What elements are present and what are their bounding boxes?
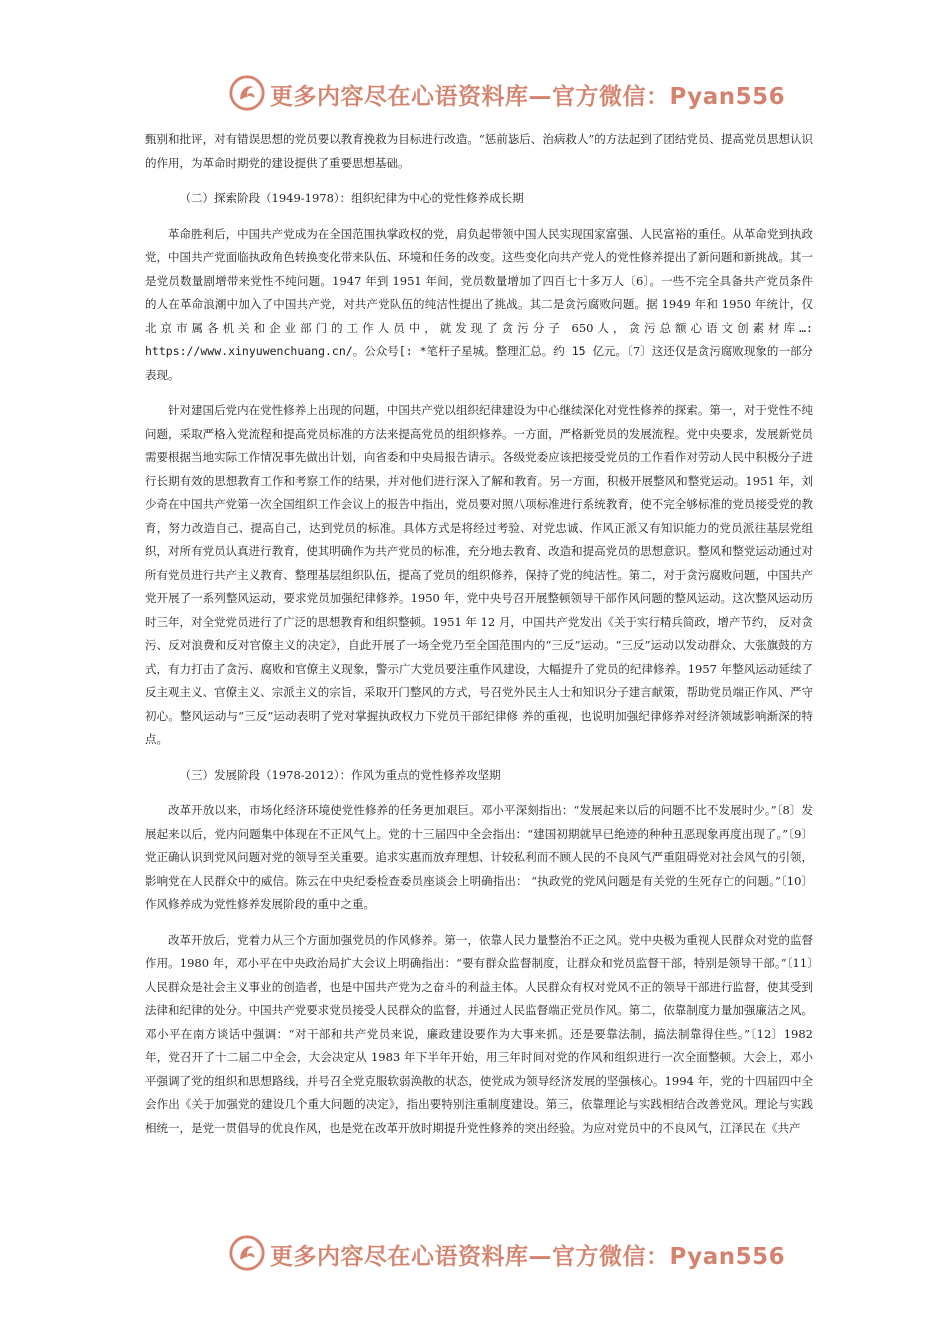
paragraph-1-text: 革命胜利后，中国共产党成为在全国范围执掌政权的党，肩负起带领中国人民实现国家富强、人民富裕的重任。从革命党到执政党，中国共产党面临执政角色转换变化带来队伍、环境和任务的改变。这些变化向共产党人的党性修养提出了新问题和新挑战。其一是党员数量剧增带来党性不纯问题。1947 年到 1951 年间，党员数量增加了四百七十多万人〔6〕。一些不完全具备共产党员条件的人在革命浪潮中加入了中国共产党，对共产党队伍的纯洁性提出了挑战。其二是贪污腐败问题。据 1949 年和 1950 年统计，仅北京市属各机关和企业部门的工作人员中，就发现了贪污分子 650人，贪污总额 [145, 226, 813, 335]
paragraph-1-tail: 〔7〕这还仅是贪污腐败现象的一部分表现。 [145, 344, 813, 382]
watermark-line: 心语文创素材库…: https://www.xinyuwenchuang.cn/。公众号[: *笔杆子星城。整理汇总。约 15 亿元。 [145, 320, 813, 358]
footer-banner [0, 1232, 950, 1276]
rose-icon [228, 74, 266, 112]
document-body [145, 128, 813, 1140]
header-banner [0, 72, 950, 116]
paragraph-2: 针对建国后党内在党性修养上出现的问题，中国共产党以组织纪律建设为中心继续深化对党性修养的探索。第一，对于党性不纯问题，采取严格入党流程和提高党员标准的方法来提高党员的组织修养。一方面，严格新党员的发展流程。党中央要求，发展新党员需要根据当地实际工作情况事先做出计划，向省委和中央局报告请示。各级党委应该把接受党员的工作看作对劳动人民中积极分子进行长期有效的思想教育工作和考察工作的结果，并对他们进行深入了解和教育。另一方面，积极开展整风和整党运动。1951 年，刘少奇在中国共产党第一次全国组织工作会议上的报告中指出，党员要对照八项标准进行系统教育，使不完全够标准的党员接受党的教育，努力改造自己、提高自己，达到党员的标准。具体方式是将经过考验、对党忠诚、作风正派又有知识能力的党员派往基层党组织，对所有党员认真进行教育，使其明确作为共产党员的标准，充分地去教育、改造和提高党员的思想意识。整风和整党运动通过对所有党员进行共产主义教育、整理基层组织队伍，提高了党员的组织修养，保持了党的纯洁性。第二，对于贪污腐败问题，中国共产党开展了一系列整风运动，要求党员加强纪律修养。1950 年，党中央号召开展整顿领导干部作风问题的整风运动。这次整风运动历时三年，对全党党员进行了广泛的思想教育和组织整顿。1951 年 12 月，中国共产党发出《关于实行精兵简政，增产节约， 反对贪污、反对浪费和反对官僚主义的决定》，自此开展了一场全党乃至全国范围内的“三反”运动。“三反”运动以发动群众、大张旗鼓的方式，有力打击了贪污、腐败和官僚主义现象，警示广大党员要注重作风建设，大幅提升了党员的纪律修养。1957 年整风运动延续了反主观主义、官僚主义、宗派主义的宗旨，采取开门整风的方式，号召党外民主人士和知识分子建言献策，帮助党员端正作风、严守初心。整风运动与“三反”运动表明了党对掌握执政权力下党员干部纪律修 养的重视，也说明加强纪律修养对经济领域影响渐深的特点。 [145, 403, 814, 746]
section-heading-2: （二）探索阶段（1949-1978）：组织纪律为中心的党性修养成长期 [179, 191, 524, 205]
paragraph-1 [145, 223, 813, 388]
paragraph-4: 改革开放后，党着力从三个方面加强党员的作风修养。第一，依靠人民力量整治不正之风。党中央极为重视人民群众对党的监督作用。1980 年，邓小平在中央政治局扩大会议上明确指出：“要有群众监督制度，让群众和党员监督干部，特别是领导干部。”〔11〕人民群众是社会主义事业的创造者，也是中国共产党为之奋斗的利益主体。人民群众有权对党风不正的领导干部进行监督，使其受到法律和纪律的处分。中国共产党要求党员接受人民群众的监督，并通过人民监督端正党员作风。第二，依靠制度力量加强廉洁之风。邓小平在南方谈话中强调：“对干部和共产党员来说，廉政建设要作为大事来抓。还是要靠法制，搞法制靠得住些。”〔12〕1982 年，党召开了十二届二中全会，大会决定从 1983 年下半年开始，用三年时间对党的作风和组织进行一次全面整顿。大会上，邓小平强调了党的组织和思想路线，并号召全党克服软弱涣散的状态，使党成为领导经济发展的坚强核心。1994 年，党的十四届四中全会作出《关于加强党的建设几个重大问题的决定》，指出要特别注重制度建设。第三，依靠理论与实践相结合改善党风。理论与实践相统一，是党一贯倡导的优良作风，也是党在改革开放时期提升党性修养的突出经验。为应对党员中的不良风气，江泽民在《共产 [145, 932, 813, 1135]
rose-icon [228, 1234, 266, 1272]
banner-text: 更多内容尽在心语资料库—官方微信：Pyan556 [270, 1244, 786, 1270]
section-heading-3: （三）发展阶段（1978-2012）：作风为重点的党性修养攻坚期 [179, 767, 501, 782]
paragraph-intro: 甄别和批评，对有错误思想的党员要以教育挽救为目标进行改造。“惩前毖后、治病救人”的方法起到了团结党员、提高党员思想认识的作用，为革命时期党的建设提供了重要思想基础。 [145, 132, 813, 170]
banner-text: 更多内容尽在心语资料库—官方微信：Pyan556 [270, 84, 786, 110]
paragraph-3: 改革开放以来，市场化经济环境使党性修养的任务更加艰巨。邓小平深刻指出：“发展起来以后的问题不比不发展时少。”〔8〕发展起来以后，党内问题集中体现在不正风气上。党的十三届四中全会指出：“建国初期就早已绝迹的种种丑恶现象再度出现了。”〔9〕党正确认识到党风问题对党的领导至关重要。追求实惠而放弃理想、计较私利而不顾人民的不良风气严重阻碍党对社会风气的引领，影响党在人民群众中的威信。陈云在中央纪委检查委员座谈会上明确指出： “执政党的党风问题是有关党的生死存亡的问题。”〔10〕作风修养成为党性修养发展阶段的重中之重。 [145, 803, 813, 911]
